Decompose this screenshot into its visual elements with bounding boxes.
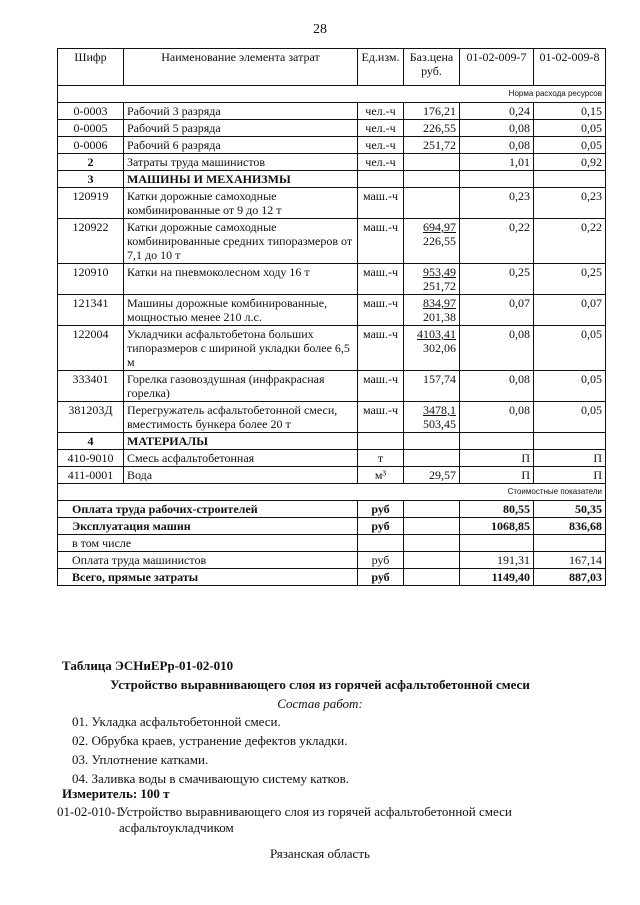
row-name: Катки на пневмоколесном ходу 16 т — [124, 264, 358, 295]
row-value-009-8 — [534, 433, 606, 450]
row-unit: чел.-ч — [358, 154, 404, 171]
row-value-009-7 — [460, 171, 534, 188]
row-name: Рабочий 3 разряда — [124, 103, 358, 120]
row-code: 0-0005 — [58, 120, 124, 137]
table-row — [58, 171, 606, 188]
summary-unit — [358, 535, 404, 552]
table-header-row — [58, 49, 606, 86]
row-code: 120910 — [58, 264, 124, 295]
row-price — [404, 171, 460, 188]
row-price-value: 226,55 — [423, 121, 456, 135]
row-name: Укладчики асфальтобетона больших типоразмеров с шириной укладки более 6,5 м — [124, 326, 358, 371]
summary-value-009-8 — [534, 535, 606, 552]
row-price-secondary: 226,55 — [423, 234, 456, 248]
row-value-009-7: 0,08 — [460, 402, 534, 433]
table-row — [58, 371, 606, 402]
row-unit — [358, 433, 404, 450]
summary-value-009-7 — [460, 535, 534, 552]
row-value-009-8: 0,07 — [534, 295, 606, 326]
row-value-009-8: П — [534, 450, 606, 467]
row-name: МАШИНЫ И МЕХАНИЗМЫ — [124, 171, 358, 188]
row-price — [404, 154, 460, 171]
summary-row — [58, 518, 606, 535]
column-header: 01-02-009-7 — [460, 49, 534, 86]
column-header: 01-02-009-8 — [534, 49, 606, 86]
row-unit: м³ — [358, 467, 404, 484]
summary-value-009-7: 1149,40 — [460, 569, 534, 586]
row-unit: маш.-ч — [358, 264, 404, 295]
row-unit: маш.-ч — [358, 188, 404, 219]
row-value-009-7: 0,08 — [460, 371, 534, 402]
row-price — [404, 264, 460, 295]
table-row — [58, 137, 606, 154]
row-unit: чел.-ч — [358, 137, 404, 154]
summary-row — [58, 552, 606, 569]
table-row — [58, 295, 606, 326]
cost-label: Стоимостные показатели — [58, 484, 606, 501]
norm-label-row — [58, 86, 606, 103]
row-price-secondary: 201,38 — [423, 310, 456, 324]
row-price — [404, 433, 460, 450]
row-value-009-7: 1,01 — [460, 154, 534, 171]
row-name: Смесь асфальтобетонная — [124, 450, 358, 467]
row-price-secondary: 302,06 — [423, 341, 456, 355]
row-code: 120922 — [58, 219, 124, 264]
measure-unit: Измеритель: 100 т — [62, 786, 170, 801]
row-name: Горелка газовоздушная (инфракрасная горелка) — [124, 371, 358, 402]
row-value-009-8 — [534, 171, 606, 188]
row-value-009-8: 0,22 — [534, 219, 606, 264]
row-unit: маш.-ч — [358, 371, 404, 402]
summary-label: Оплата труда рабочих-строителей — [58, 501, 358, 518]
summary-price — [404, 518, 460, 535]
row-name: МАТЕРИАЛЫ — [124, 433, 358, 450]
row-value-009-8: 0,15 — [534, 103, 606, 120]
row-code: 3 — [58, 171, 124, 188]
summary-value-009-7: 1068,85 — [460, 518, 534, 535]
summary-label: Оплата труда машинистов — [58, 552, 358, 569]
row-price-secondary: 251,72 — [423, 279, 456, 293]
table-row — [58, 326, 606, 371]
summary-value-009-8: 50,35 — [534, 501, 606, 518]
row-value-009-8: 0,25 — [534, 264, 606, 295]
norm-item-code: 01-02-010-1 — [57, 804, 122, 819]
row-value-009-7: 0,08 — [460, 120, 534, 137]
row-code: 0-0006 — [58, 137, 124, 154]
table-subtitle: Устройство выравнивающего слоя из горячей асфальтобетонной смеси — [110, 677, 530, 692]
row-price-value: 4103,41 — [417, 327, 456, 341]
row-code: 4 — [58, 433, 124, 450]
table-row — [58, 154, 606, 171]
row-price-value: 694,97 — [423, 220, 456, 234]
resource-norms-table — [57, 48, 606, 586]
row-name: Катки дорожные самоходные комбинированные средних типоразмеров от 7,1 до 10 т — [124, 219, 358, 264]
cost-label-row — [58, 484, 606, 501]
operation-item: 03. Уплотнение катками. — [72, 752, 209, 767]
region-footer: Рязанская область — [270, 846, 370, 861]
summary-unit: руб — [358, 518, 404, 535]
row-value-009-7: 0,24 — [460, 103, 534, 120]
row-price-value: 3478,1 — [423, 403, 456, 417]
row-unit: чел.-ч — [358, 103, 404, 120]
operation-item: 02. Обрубка краев, устранение дефектов укладки. — [72, 733, 348, 748]
summary-value-009-7: 80,55 — [460, 501, 534, 518]
row-name: Затраты труда машинистов — [124, 154, 358, 171]
row-price — [404, 120, 460, 137]
row-code: 0-0003 — [58, 103, 124, 120]
row-price — [404, 295, 460, 326]
row-price-value: 834,97 — [423, 296, 456, 310]
summary-unit: руб — [358, 501, 404, 518]
row-name: Катки дорожные самоходные комбинированные от 9 до 12 т — [124, 188, 358, 219]
row-code: 2 — [58, 154, 124, 171]
row-value-009-7: 0,22 — [460, 219, 534, 264]
operation-item: 01. Укладка асфальтобетонной смеси. — [72, 714, 281, 729]
table-row — [58, 188, 606, 219]
row-unit: маш.-ч — [358, 295, 404, 326]
row-name: Рабочий 5 разряда — [124, 120, 358, 137]
row-value-009-8: 0,23 — [534, 188, 606, 219]
row-unit: маш.-ч — [358, 219, 404, 264]
table-row — [58, 264, 606, 295]
summary-price — [404, 569, 460, 586]
table-title: Таблица ЭСНиЕРр-01-02-010 — [62, 658, 234, 673]
row-code: 333401 — [58, 371, 124, 402]
table-row — [58, 402, 606, 433]
row-price-value: 157,74 — [423, 372, 456, 386]
row-code: 411-0001 — [58, 467, 124, 484]
row-price — [404, 402, 460, 433]
summary-value-009-8: 167,14 — [534, 552, 606, 569]
row-value-009-8: 0,05 — [534, 326, 606, 371]
row-name: Рабочий 6 разряда — [124, 137, 358, 154]
operation-item: 04. Заливка воды в смачивающую систему катков. — [72, 771, 350, 786]
table-row — [58, 450, 606, 467]
row-price — [404, 371, 460, 402]
row-code: 410-9010 — [58, 450, 124, 467]
row-unit — [358, 171, 404, 188]
row-value-009-7 — [460, 433, 534, 450]
table-row — [58, 433, 606, 450]
row-value-009-8: П — [534, 467, 606, 484]
operations-list — [72, 712, 349, 788]
summary-value-009-7: 191,31 — [460, 552, 534, 569]
row-value-009-7: П — [460, 450, 534, 467]
row-value-009-8: 0,92 — [534, 154, 606, 171]
table-row — [58, 103, 606, 120]
table-row — [58, 120, 606, 137]
row-value-009-8: 0,05 — [534, 371, 606, 402]
row-price — [404, 137, 460, 154]
row-price — [404, 103, 460, 120]
row-code: 122004 — [58, 326, 124, 371]
row-price-value: 176,21 — [423, 104, 456, 118]
summary-price — [404, 552, 460, 569]
row-price-secondary: 503,45 — [423, 417, 456, 431]
row-code: 121341 — [58, 295, 124, 326]
row-unit: маш.-ч — [358, 326, 404, 371]
summary-row — [58, 569, 606, 586]
row-value-009-8: 0,05 — [534, 120, 606, 137]
summary-value-009-8: 887,03 — [534, 569, 606, 586]
column-header: Баз.цена руб. — [404, 49, 460, 86]
summary-label: Эксплуатация машин — [58, 518, 358, 535]
summary-label: в том числе — [58, 535, 358, 552]
column-header: Шифр — [58, 49, 124, 86]
summary-price — [404, 501, 460, 518]
row-value-009-7: 0,08 — [460, 137, 534, 154]
row-price — [404, 450, 460, 467]
summary-row — [58, 535, 606, 552]
row-price-value: 953,49 — [423, 265, 456, 279]
row-price-value: 251,72 — [423, 138, 456, 152]
summary-value-009-8: 836,68 — [534, 518, 606, 535]
page-number: 28 — [313, 22, 327, 37]
row-price-value: 29,57 — [429, 468, 456, 482]
row-name: Перегружатель асфальтобетонной смеси, вместимость бункера более 20 т — [124, 402, 358, 433]
row-code: 120919 — [58, 188, 124, 219]
row-value-009-7: П — [460, 467, 534, 484]
row-value-009-7: 0,25 — [460, 264, 534, 295]
summary-label: Всего, прямые затраты — [58, 569, 358, 586]
norm-label: Норма расхода ресурсов — [58, 86, 606, 103]
column-header: Ед.изм. — [358, 49, 404, 86]
row-price — [404, 467, 460, 484]
row-value-009-7: 0,08 — [460, 326, 534, 371]
row-price — [404, 219, 460, 264]
row-code: 381203Д — [58, 402, 124, 433]
row-price — [404, 188, 460, 219]
composition-label: Состав работ: — [277, 696, 363, 711]
row-unit: маш.-ч — [358, 402, 404, 433]
norm-item-text: Устройство выравнивающего слоя из горячей асфальтобетонной смеси асфальтоукладчиком — [119, 804, 512, 835]
table-row — [58, 467, 606, 484]
row-name: Машины дорожные комбинированные, мощностью менее 210 л.с. — [124, 295, 358, 326]
row-unit: т — [358, 450, 404, 467]
summary-price — [404, 535, 460, 552]
row-unit: чел.-ч — [358, 120, 404, 137]
row-value-009-7: 0,23 — [460, 188, 534, 219]
table-row — [58, 219, 606, 264]
summary-unit: руб — [358, 569, 404, 586]
row-price — [404, 326, 460, 371]
summary-row — [58, 501, 606, 518]
summary-unit: руб — [358, 552, 404, 569]
row-value-009-8: 0,05 — [534, 402, 606, 433]
row-value-009-8: 0,05 — [534, 137, 606, 154]
row-name: Вода — [124, 467, 358, 484]
column-header: Наименование элемента затрат — [124, 49, 358, 86]
row-value-009-7: 0,07 — [460, 295, 534, 326]
